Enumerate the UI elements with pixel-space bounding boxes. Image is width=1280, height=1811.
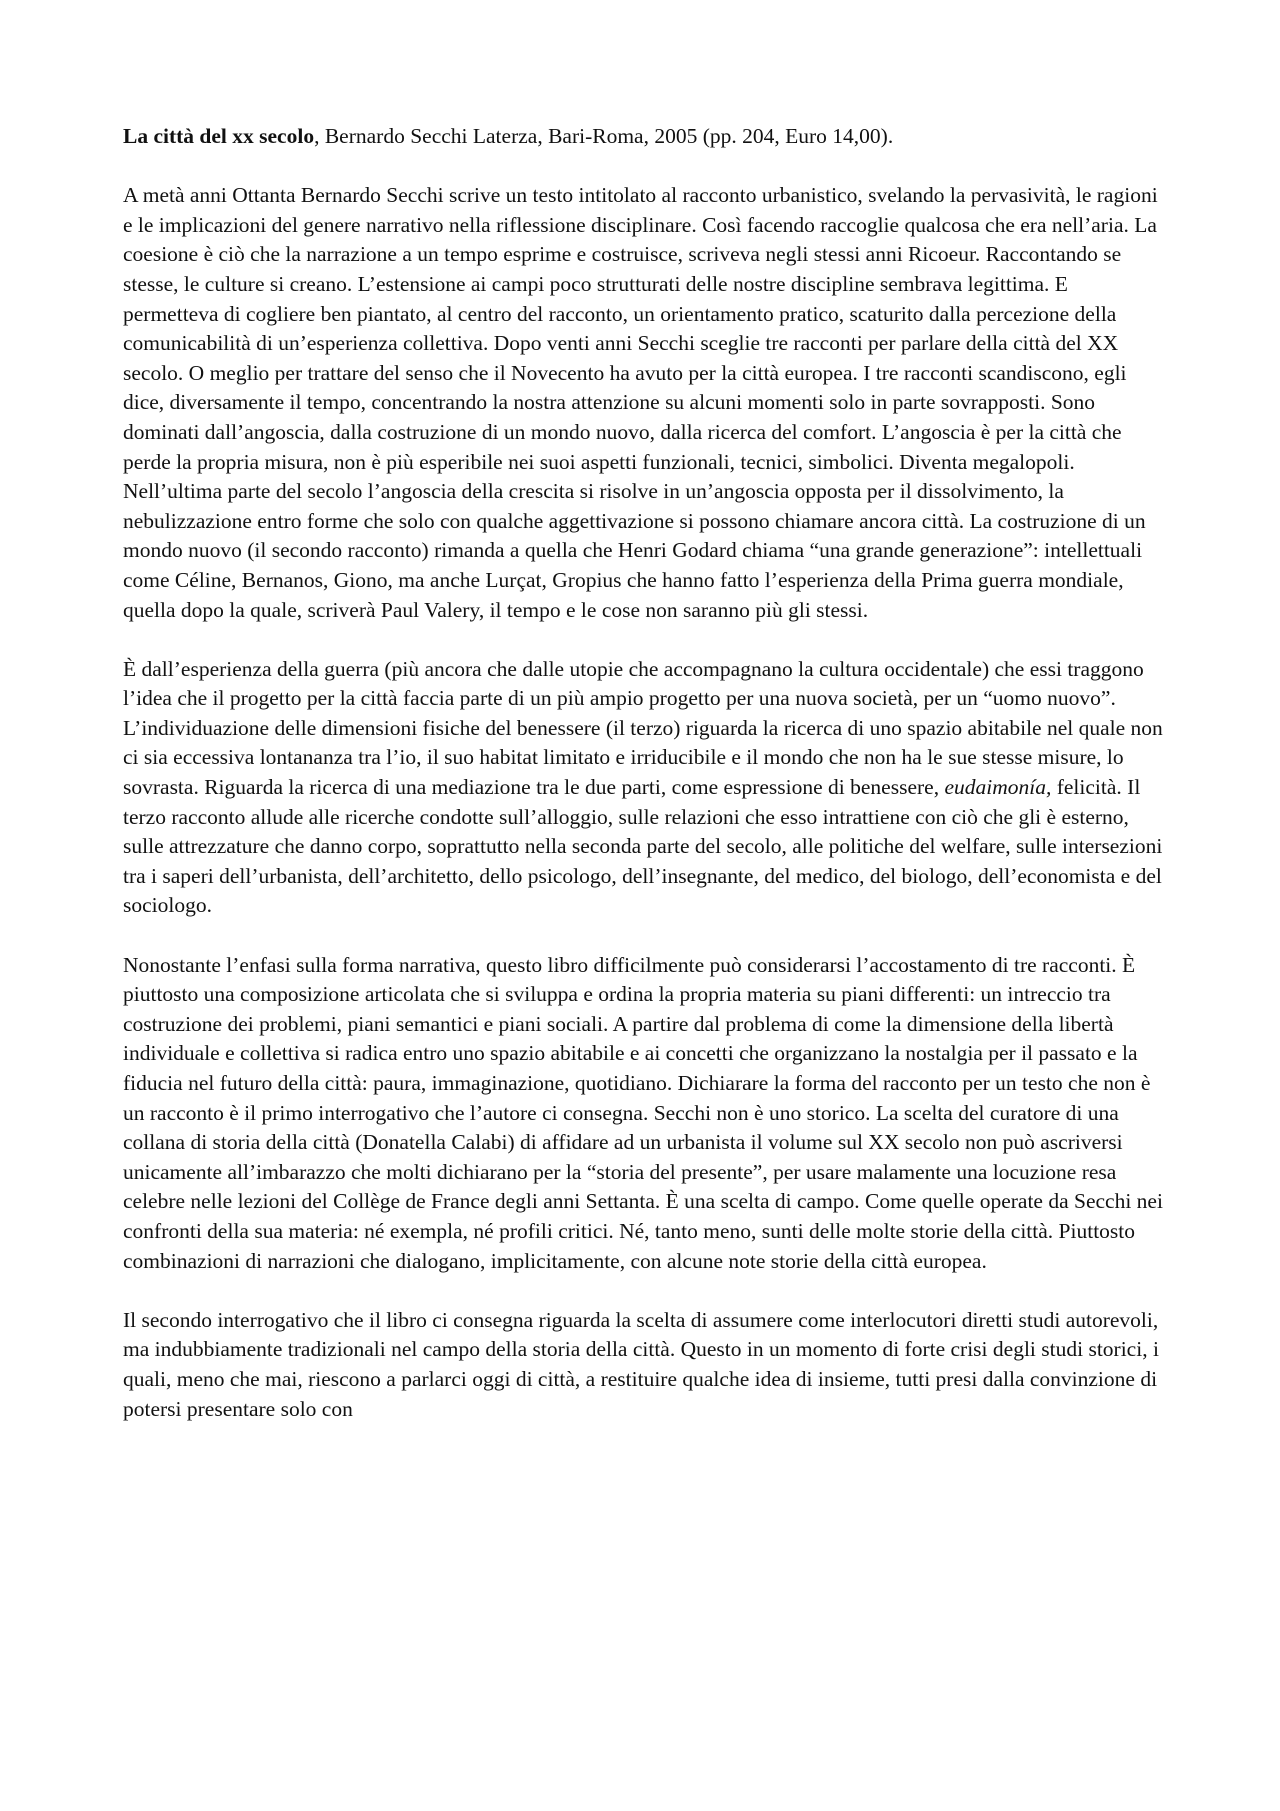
paragraph-2-text-b: felicità. Il terzo racconto allude alle ricerche condotte sull’alloggio, sulle relazioni che esso intrattiene con ciò che gli è esterno, sulle attrezzature che danno corpo, soprattutto nella seconda parte del secolo, alle politiche del welfare, sulle intersezioni tra i saperi dell’urbanista, dell’architetto, dello psicologo, dell’insegnante, del medico, del biologo, dell’economista e del sociologo. [123, 775, 1163, 918]
book-title: La città del xx secolo [123, 124, 315, 148]
paragraph-2 [123, 655, 1166, 921]
paragraph-3: Nonostante l’enfasi sulla forma narrativa, questo libro difficilmente può considerarsi l’accostamento di tre racconti. È piuttosto una composizione articolata che si sviluppa e ordina la propria materia su piani differenti: un intreccio tra costruzione dei problemi, piani semantici e piani sociali. A partire dal problema di come la dimensione della libertà individuale e collettiva si radica entro uno spazio abitabile e ai concetti che organizzano la nostalgia per il passato e la fiducia nel futuro della città: paura, immaginazione, quotidiano. Dichiarare la forma del racconto per un testo che non è un racconto è il primo interrogativo che l’autore ci consegna. Secchi non è uno storico. La scelta del curatore di una collana di storia della città (Donatella Calabi) di affidare ad un urbanista il volume sul XX secolo non può ascriversi unicamente all’imbarazzo che molti dichiarano per la “storia del presente”, per usare malamente una locuzione resa celebre nelle lezioni del Collège de France degli anni Settanta. È una scelta di campo. Come quelle operate da Secchi nei confronti della sua materia: né exempla, né profili critici. Né, tanto meno, sunti delle molte storie della città. Piuttosto combinazioni di narrazioni che dialogano, implicitamente, con alcune note storie della città europea. [123, 952, 1163, 1273]
italic-term-eudaimonia: eudaimonía, [944, 775, 1052, 800]
review-heading [123, 122, 1166, 152]
paragraph-2-text-a: È dall’esperienza della guerra (più ancora che dalle utopie che accompagnano la cultura occidentale) che essi traggono l’idea che il progetto per la città faccia parte di un più ampio progetto per una nuova società, per un “uomo nuovo”. L’individuazione delle dimensioni fisiche del benessere (il terzo) riguarda la ricerca di uno spazio abitabile nel quale non ci sia eccessiva lontananza tra l’io, il suo habitat limitato e irriducibile e il mondo che non ha le sue stesse misure, lo sovrasta. Riguarda la ricerca di una mediazione tra le due parti, come espressione di benessere, [123, 656, 1163, 800]
paragraph-1: A metà anni Ottanta Bernardo Secchi scrive un testo intitolato al racconto urbanistico, svelando la pervasività, le ragioni e le implicazioni del genere narrativo nella riflessione disciplinare. Così facendo raccoglie qualcosa che era nell’aria. La coesione è ciò che la narrazione a un tempo esprime e costruisce, scriveva negli stessi anni Ricoeur. Raccontando se stesse, le culture si creano. L’estensione ai campi poco strutturati delle nostre discipline sembrava legittima. E permetteva di cogliere ben piantato, al centro del racconto, un orientamento pratico, scaturito dalla percezione della comunicabilità di un’esperienza collettiva. Dopo venti anni Secchi sceglie tre racconti per parlare della città del XX secolo. O meglio per trattare del senso che il Novecento ha avuto per la città europea. I tre racconti scandiscono, egli dice, diversamente il tempo, concentrando la nostra attenzione su alcuni momenti solo in parte sovrapposti. Sono dominati dall’angoscia, dalla costruzione di un mondo nuovo, dalla ricerca del comfort. L’angoscia è per la città che perde la propria misura, non è più esperibile nei suoi aspetti funzionali, tecnici, simbolici. Diventa megalopoli. Nell’ultima parte del secolo l’angoscia della crescita si risolve in un’angoscia opposta per il dissolvimento, la nebulizzazione entro forme che solo con qualche aggettivazione si possono chiamare ancora città. La costruzione di un mondo nuovo (il secondo racconto) rimanda a quella che Henri Godard chiama “una grande generazione”: intellettuali come Céline, Bernanos, Giono, ma anche Lurçat, Gropius che hanno fatto l’esperienza della Prima guerra mondiale, quella dopo la quale, scriverà Paul Valery, il tempo e le cose non saranno più gli stessi. [123, 183, 1158, 622]
paragraph-4: Il secondo interrogativo che il libro ci consegna riguarda la scelta di assumere come interlocutori diretti studi autorevoli, ma indubbiamente tradizionali nel campo della storia della città. Questo in un momento di forte crisi degli studi storici, i quali, meno che mai, riescono a parlarci oggi di città, a restituire qualche idea di insieme, tutti presi dalla convinzione di potersi presentare solo con [123, 1307, 1159, 1421]
book-citation: , Bernardo Secchi Laterza, Bari-Roma, 2005 (pp. 204, Euro 14,00). [314, 124, 894, 148]
